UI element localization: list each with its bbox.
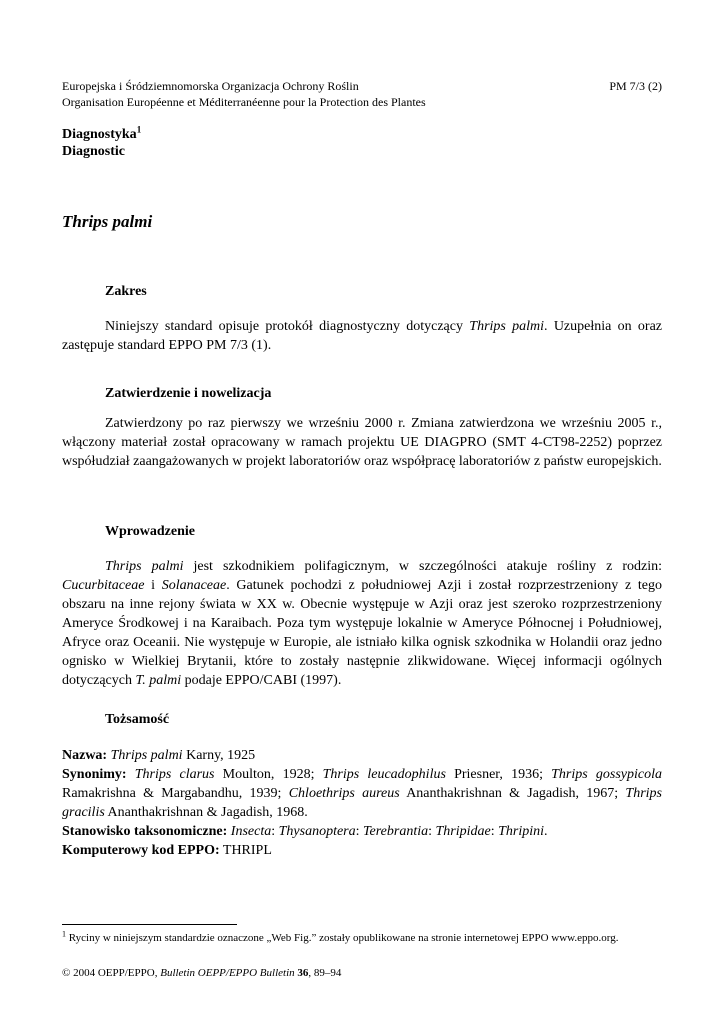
footnote-divider bbox=[62, 924, 237, 925]
paragraph-zatwierdzenie: Zatwierdzony po raz pierwszy we wrześniu 2000 r. Zmiana zatwierdzona we wrześniu 2005 r., włączony materiał został opracowany w ramach projektu UE DIAGPRO (SMT 4-CT98-2252) poprzez współudział zaangażowanych w projekt laboratoriów oraz współpracę laboratoriów z państw europejskich. bbox=[62, 416, 662, 469]
heading-tozsamosc: Tożsamość bbox=[105, 712, 170, 727]
identity-name: Nazwa: Thrips palmi Karny, 1925 bbox=[62, 748, 256, 763]
identity-block bbox=[62, 746, 662, 860]
section-label bbox=[62, 126, 141, 160]
document-title: Thrips palmi bbox=[62, 212, 153, 231]
footnote: $^1$ Ryciny w niniejszym standardzie oznaczone „Web Fig.” zostały opublikowane na stronie internetowej EPPO www.eppo.org. bbox=[62, 929, 619, 944]
diagnostic-polish: Diagnostyka bbox=[62, 127, 137, 142]
heading-zakres: Zakres bbox=[105, 284, 147, 299]
diagnostic-english: Diagnostic bbox=[62, 144, 125, 159]
identity-eppo-code: Komputerowy kod EPPO: THRIPL bbox=[62, 843, 272, 858]
identity-taxonomy: Stanowisko taksonomiczne: Insecta: Thysanoptera: Terebrantia: Thripidae: Thripini. bbox=[62, 824, 548, 839]
footnote-marker: 1 bbox=[136, 124, 142, 135]
organization-french: Organisation Européenne et Méditerranéenne pour la Protection des Plantes bbox=[62, 95, 426, 109]
copyright-line: © 2004 OEPP/EPPO, Bulletin OEPP/EPPO Bulletin 36, 89–94 bbox=[62, 967, 342, 979]
standard-code: PM 7/3 (2) bbox=[609, 79, 662, 93]
document-page bbox=[62, 0, 662, 1024]
heading-wprowadzenie: Wprowadzenie bbox=[105, 524, 195, 539]
organization-polish: Europejska i Śródziemnomorska Organizacja Ochrony Roślin bbox=[62, 79, 359, 93]
paragraph-zakres: Niniejszy standard opisuje protokół diagnostyczny dotyczący Thrips palmi. Uzupełnia on oraz zastępuje standard EPPO PM 7/3 (1). bbox=[62, 319, 662, 353]
page-header bbox=[62, 78, 662, 110]
heading-zatwierdzenie: Zatwierdzenie i nowelizacja bbox=[105, 386, 272, 401]
paragraph-wprowadzenie: Thrips palmi jest szkodnikiem polifagicznym, w szczególności atakuje rośliny z rodzin: Cucurbitaceae i Solanaceae. Gatunek pochodzi z południowej Azji i został rozprzestrzeniony z tego obszaru na inne rejony świata w XX w. Obecnie występuje w Azji oraz jest szeroko rozprzestrzeniony Ameryce Środkowej i na Karaibach. Poza tym występuje lokalnie w Ameryce Północnej i Południowej, Afryce oraz Oceanii. Nie występuje w Europie, ale istniało kilka ognisk szkodnika w Holandii oraz jedno ognisko w Wielkiej Brytanii, które to zostały następnie zlikwidowane. Więcej informacji ogólnych dotyczących T. palmi podaje EPPO/CABI (1997). bbox=[62, 559, 662, 688]
identity-synonyms: Synonimy: Thrips clarus Moulton, 1928; Thrips leucadophilus Priesner, 1936; Thrips gossypicola Ramakrishna & Margabandhu, 1939; Chloethrips aureus Ananthakrishnan & Jagadish, 1967; Thrips gracilis Ananthakrishnan & Jagadish, 1968. bbox=[62, 767, 662, 820]
